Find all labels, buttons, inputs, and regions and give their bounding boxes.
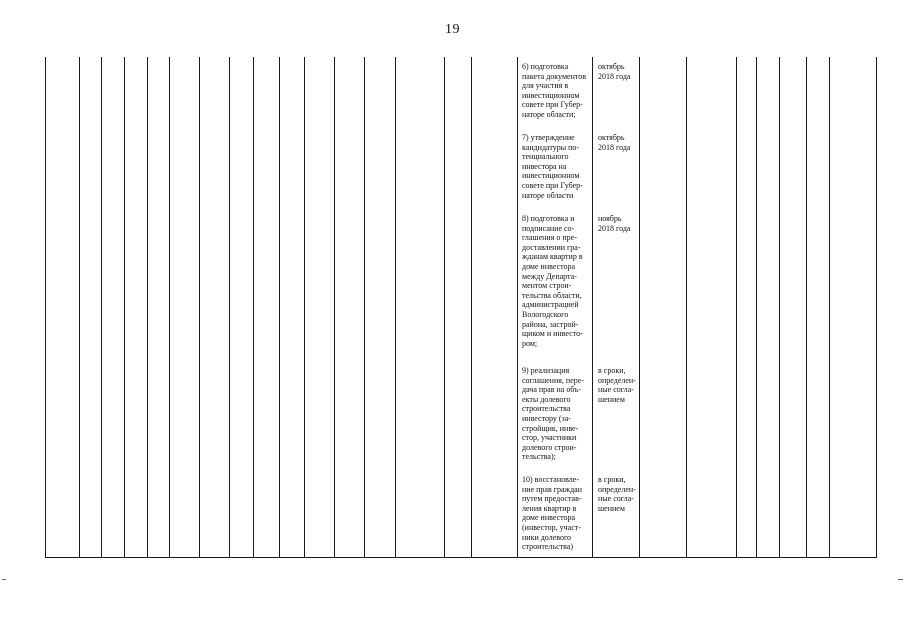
table-column-border — [147, 57, 148, 558]
stage-cell — [522, 214, 596, 348]
table-column-border — [756, 57, 757, 558]
stage-text: 7) утверждение кандидатуры по- тенциального инвестора на инвестиционном совете при Губер- наторе области — [522, 133, 583, 200]
deadline-cell — [598, 214, 640, 233]
table-column-border — [444, 57, 445, 558]
deadline-text: в сроки, определен- ные согла- шением — [598, 475, 636, 513]
table-column-border — [304, 57, 305, 558]
table-column-border — [334, 57, 335, 558]
stage-cell — [522, 366, 596, 462]
deadline-cell — [598, 366, 640, 404]
stage-text: 9) реализация соглашения, пере- дача прав на объ- екты долевого строительства инвестору (за- стройщик, инве- стор, участники долевого строи- тельства); — [522, 366, 584, 462]
deadline-text: октябрь 2018 года — [598, 62, 631, 81]
page-number: 19 — [445, 22, 460, 37]
table-column-border — [169, 57, 170, 558]
table-column-border — [829, 57, 830, 558]
table-column-border — [876, 57, 877, 558]
table-column-border — [253, 57, 254, 558]
table-column-border — [471, 57, 472, 558]
table-column-border — [517, 57, 518, 558]
table-column-border — [806, 57, 807, 558]
table-column-border — [229, 57, 230, 558]
table-column-border — [79, 57, 80, 558]
table-bottom-border — [45, 557, 877, 558]
table-column-border — [199, 57, 200, 558]
stage-text: 8) подготовка и подписание со- глашения о пре- доставлении гра- жданам квартир в доме инвестора между Департа- ментом строи- тельства области, администрацией Вологодского района, застрой- щиком и инвесто- ром; — [522, 214, 583, 348]
table-column-border — [101, 57, 102, 558]
deadline-cell — [598, 133, 640, 152]
stage-cell — [522, 475, 596, 552]
scan-edge-mark — [898, 579, 903, 580]
deadline-cell — [598, 475, 640, 513]
stage-text: 10) восстановле- ние прав граждан путем предостав- ления квартир в доме инвестора (инвестор, участ- ники долевого строительства) — [522, 475, 582, 552]
table-column-border — [45, 57, 46, 558]
stage-text: 6) подготовка пакета документов для участия в инвестиционном совете при Губер- наторе области; — [522, 62, 587, 119]
deadline-cell — [598, 62, 640, 81]
scan-edge-mark — [2, 579, 6, 580]
stage-cell — [522, 62, 596, 120]
deadline-text: в сроки, определен- ные согла- шением — [598, 366, 636, 404]
table-column-border — [124, 57, 125, 558]
deadline-text: октябрь 2018 года — [598, 133, 631, 152]
table-column-border — [686, 57, 687, 558]
table-column-border — [279, 57, 280, 558]
table-column-border — [364, 57, 365, 558]
stage-cell — [522, 133, 596, 200]
table-column-border — [779, 57, 780, 558]
deadline-text: ноябрь 2018 года — [598, 214, 631, 233]
table-column-border — [395, 57, 396, 558]
table-column-border — [736, 57, 737, 558]
